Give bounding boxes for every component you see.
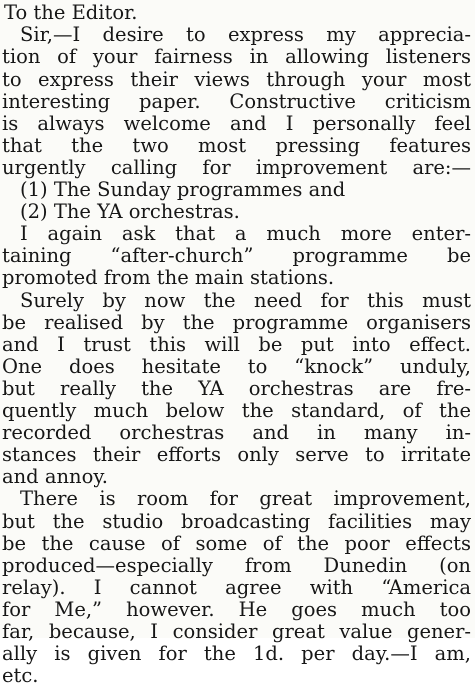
letter-line: taining “after-church” programme be [2, 244, 471, 267]
letter-line: ally is given for the 1d. per day.—I am, [2, 642, 471, 665]
letter-line: One does hesitate to “knock” unduly, [2, 355, 471, 378]
letter-line: far, because, I consider great value gener- [2, 620, 471, 643]
letter-line: There is room for great improvement, [20, 487, 471, 510]
letter-line: interesting paper. Constructive criticism [2, 90, 471, 113]
letter-line: relay). I cannot agree with “America [2, 576, 471, 599]
letter-line: produced—especially from Dunedin (on [2, 554, 471, 577]
letter-line: that the two most pressing features [2, 134, 471, 157]
letter-line: is always welcome and I personally feel [2, 112, 471, 135]
letter-line: but really the YA orchestras are fre- [2, 377, 471, 400]
letter-line: (1) The Sunday programmes and [20, 178, 346, 201]
letter-line: I again ask that a much more enter- [20, 222, 471, 245]
letter-line: recorded orchestras and in many in- [2, 421, 471, 444]
letter-line: (2) The YA orchestras. [20, 200, 240, 223]
letter-line: to express their views through your most [2, 68, 471, 91]
letter-line: promoted from the main stations. [2, 266, 335, 289]
letter-line: tion of your fairness in allowing listeners [2, 45, 471, 68]
letter-line: urgently calling for improvement are:— [2, 156, 471, 179]
letter-line: and I trust this will be put into effect. [2, 333, 471, 356]
letter-line: be the cause of some of the poor effects [2, 532, 471, 555]
letter-line: but the studio broadcasting facilities may [2, 510, 471, 533]
letter-line: and annoy. [2, 465, 108, 488]
letter-line: quently much below the standard, of the [2, 399, 471, 422]
letter-line: etc. [2, 664, 39, 687]
letter-line: for Me,” however. He goes much too [2, 598, 471, 621]
letter-line: be realised by the programme organisers [2, 311, 471, 334]
letter-line: Sir,—I desire to express my apprecia- [20, 23, 471, 46]
letter-line: Surely by now the need for this must [20, 289, 471, 312]
letter-line: stances their efforts only serve to irritate [2, 443, 471, 466]
letter-heading: To the Editor. [4, 1, 138, 24]
